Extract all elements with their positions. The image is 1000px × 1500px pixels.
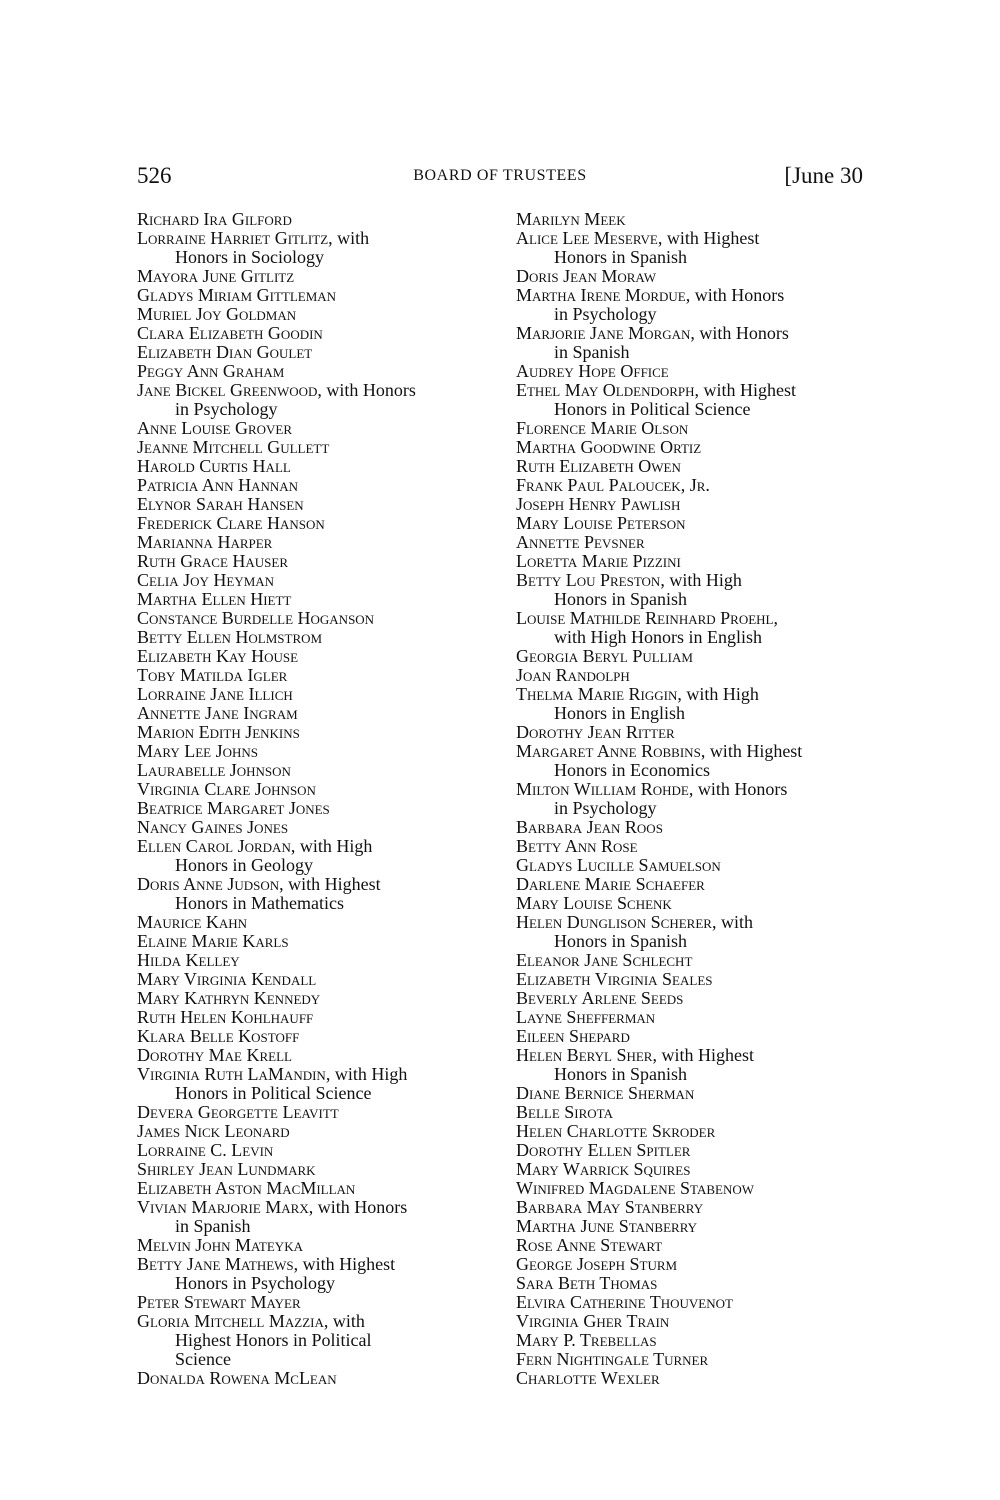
- graduate-entry: [137, 1046, 497, 1065]
- graduate-entry: [137, 571, 497, 590]
- graduate-entry: [137, 628, 497, 647]
- graduate-entry: [516, 1122, 876, 1141]
- graduate-name: George Joseph Sturm: [516, 1254, 678, 1274]
- graduate-name: Anne Louise Grover: [137, 418, 293, 438]
- graduate-entry: [137, 1008, 497, 1027]
- graduate-name: Donalda Rowena McLean: [137, 1368, 337, 1388]
- graduate-name: Lorraine Jane Illich: [137, 684, 293, 704]
- graduate-name: Rose Anne Stewart: [516, 1235, 663, 1255]
- graduate-entry: [137, 818, 497, 837]
- graduate-entry: [137, 761, 497, 780]
- graduate-name: Dorothy Mae Krell: [137, 1045, 292, 1065]
- graduate-entry: [516, 229, 876, 248]
- graduate-entry: [516, 913, 876, 932]
- graduate-entry: [137, 419, 497, 438]
- graduate-entry: [137, 1141, 497, 1160]
- graduate-name: Helen Dunglison Scherer: [516, 912, 712, 932]
- graduate-entry: [137, 1312, 497, 1331]
- graduate-entry: [516, 837, 876, 856]
- honors-continuation: Honors in Political Science: [175, 1083, 372, 1103]
- graduate-entry: [516, 780, 876, 799]
- graduate-name: Vivian Marjorie Marx: [137, 1197, 309, 1217]
- graduate-name: Betty Ann Rose: [516, 836, 638, 856]
- honors-continuation: Honors in Political Science: [554, 399, 751, 419]
- honors-text: , with: [711, 912, 753, 932]
- graduate-entry: [516, 1027, 876, 1046]
- graduate-entry: [137, 609, 497, 628]
- honors-text: ,: [773, 608, 778, 628]
- graduate-name: Darlene Marie Schaefer: [516, 874, 705, 894]
- graduate-name: Georgia Beryl Pulliam: [516, 646, 693, 666]
- graduate-name: Maurice Kahn: [137, 912, 248, 932]
- graduate-name: Jane Bickel Greenwood: [137, 380, 318, 400]
- honors-text: , with High: [677, 684, 759, 704]
- graduate-entry: [137, 1293, 497, 1312]
- honors-continuation: Honors in Spanish: [554, 589, 688, 609]
- graduate-name: Patricia Ann Hannan: [137, 475, 299, 495]
- honors-continuation: in Psychology: [554, 304, 657, 324]
- graduate-entry: [516, 666, 876, 685]
- graduate-name: Mary Louise Schenk: [516, 893, 672, 913]
- honors-text: , with Honors: [690, 323, 789, 343]
- graduate-name: Joseph Henry Pawlish: [516, 494, 681, 514]
- header-date: [June 30: [784, 163, 863, 188]
- graduate-name: Martha Irene Mordue: [516, 285, 686, 305]
- graduate-name: Louise Mathilde Reinhard Proehl: [516, 608, 774, 628]
- graduate-entry: [516, 1103, 876, 1122]
- graduate-name: Devera Georgette Leavitt: [137, 1102, 339, 1122]
- honors-continuation: Honors in Sociology: [175, 247, 325, 267]
- honors-text: , with Highest: [652, 1045, 754, 1065]
- honors-text: , with High: [325, 1064, 408, 1084]
- page-number: 526: [137, 163, 172, 188]
- graduate-entry: [516, 1198, 876, 1217]
- graduate-entry: [516, 1312, 876, 1331]
- graduate-entry: [137, 533, 497, 552]
- graduate-entry: [516, 970, 876, 989]
- graduate-entry: [516, 1236, 876, 1255]
- honors-continuation: Honors in Psychology: [175, 1273, 336, 1293]
- graduate-entry: [516, 951, 876, 970]
- graduate-name: Loretta Marie Pizzini: [516, 551, 681, 571]
- graduate-entry: [137, 343, 497, 362]
- graduate-name: Beverly Arlene Seeds: [516, 988, 684, 1008]
- honors-text: , with Honors: [308, 1197, 408, 1217]
- graduate-name: Mayora June Gitlitz: [137, 266, 295, 286]
- graduate-entry: [516, 267, 876, 286]
- graduate-entry: [516, 324, 876, 343]
- graduate-name: Peter Stewart Mayer: [137, 1292, 301, 1312]
- graduate-name: Marjorie Jane Morgan: [516, 323, 691, 343]
- honors-text: , with: [328, 228, 370, 248]
- honors-continuation: Honors in Spanish: [554, 931, 688, 951]
- graduate-name: Elynor Sarah Hansen: [137, 494, 304, 514]
- graduate-entry: [137, 267, 497, 286]
- graduate-name: Toby Matilda Igler: [137, 665, 288, 685]
- honors-continuation: in Psychology: [554, 798, 657, 818]
- graduate-entry: [516, 571, 876, 590]
- graduate-name: Eileen Shepard: [516, 1026, 630, 1046]
- graduate-entry: [516, 894, 876, 913]
- graduate-entry: [516, 552, 876, 571]
- graduate-name: Betty Jane Mathews: [137, 1254, 294, 1274]
- graduate-name: Celia Joy Heyman: [137, 570, 275, 590]
- graduate-entry: [137, 514, 497, 533]
- graduate-name: Hilda Kelley: [137, 950, 240, 970]
- graduate-name: Doris Anne Judson: [137, 874, 280, 894]
- graduate-name: Dorothy Jean Ritter: [516, 722, 675, 742]
- graduate-entry: [516, 856, 876, 875]
- graduate-entry: [516, 723, 876, 742]
- graduate-name: Richard Ira Gilford: [137, 209, 292, 229]
- graduate-name: Annette Jane Ingram: [137, 703, 298, 723]
- honors-text: , with Honors: [317, 380, 416, 400]
- graduate-name: Helen Beryl Sher: [516, 1045, 653, 1065]
- graduate-entry: [516, 362, 876, 381]
- graduate-entry: [137, 381, 497, 400]
- graduate-name: Martha June Stanberry: [516, 1216, 698, 1236]
- graduate-entry: [137, 970, 497, 989]
- graduate-name: Elaine Marie Karls: [137, 931, 289, 951]
- graduate-name: Virginia Clare Johnson: [137, 779, 316, 799]
- graduate-entry: [516, 685, 876, 704]
- graduate-name: Joan Randolph: [516, 665, 630, 685]
- graduate-name: Marilyn Meek: [516, 209, 626, 229]
- graduate-name: Milton William Rohde: [516, 779, 689, 799]
- honors-continuation: Honors in Spanish: [554, 1064, 688, 1084]
- graduate-name: Elizabeth Dian Goulet: [137, 342, 313, 362]
- graduate-entry: [137, 1103, 497, 1122]
- graduate-entry: [137, 476, 497, 495]
- graduate-name: Dorothy Ellen Spitler: [516, 1140, 691, 1160]
- graduate-entry: [516, 1217, 876, 1236]
- graduate-entry: [137, 1198, 497, 1217]
- honors-continuation: in Psychology: [175, 399, 278, 419]
- graduate-entry: [137, 1179, 497, 1198]
- graduate-name: Melvin John Mateyka: [137, 1235, 303, 1255]
- running-head: BOARD OF TRUSTEES: [413, 167, 587, 184]
- graduate-name: Marion Edith Jenkins: [137, 722, 300, 742]
- graduate-entry: [137, 704, 497, 723]
- graduate-name: Winifred Magdalene Stabenow: [516, 1178, 754, 1198]
- graduate-entry: [516, 1255, 876, 1274]
- honors-continuation: with High Honors in English: [554, 627, 763, 647]
- graduate-name: Peggy Ann Graham: [137, 361, 285, 381]
- graduate-entry: [137, 723, 497, 742]
- graduate-entry: [137, 780, 497, 799]
- graduate-entry: [137, 1027, 497, 1046]
- graduate-name: Martha Goodwine Ortiz: [516, 437, 702, 457]
- graduate-entry: [516, 1046, 876, 1065]
- graduate-entry: [137, 647, 497, 666]
- graduate-name: Ruth Grace Hauser: [137, 551, 289, 571]
- graduate-name: Alice Lee Meserve: [516, 228, 658, 248]
- graduate-entry: [137, 438, 497, 457]
- graduate-entry: [137, 1369, 497, 1388]
- graduate-entry: [516, 1369, 876, 1388]
- graduate-entry: [137, 305, 497, 324]
- graduate-name: Thelma Marie Riggin: [516, 684, 678, 704]
- graduate-entry: [137, 362, 497, 381]
- graduate-entry: [137, 799, 497, 818]
- honors-continuation: Honors in English: [554, 703, 686, 723]
- graduate-entry: [137, 875, 497, 894]
- graduate-entry: [516, 1293, 876, 1312]
- graduate-name: Ethel May Oldendorph: [516, 380, 695, 400]
- graduate-entry: [137, 1160, 497, 1179]
- left-name-column: [137, 210, 497, 1388]
- graduate-name: Charlotte Wexler: [516, 1368, 660, 1388]
- graduate-entry: [137, 1122, 497, 1141]
- graduate-entry: [516, 989, 876, 1008]
- graduate-entry: [516, 1331, 876, 1350]
- graduate-entry: [516, 514, 876, 533]
- graduate-entry: [137, 229, 497, 248]
- graduate-entry: [137, 837, 497, 856]
- honors-text: , with High: [290, 836, 373, 856]
- graduate-entry: [137, 932, 497, 951]
- graduate-entry: [137, 457, 497, 476]
- honors-text: , with Highest: [293, 1254, 396, 1274]
- graduate-entry: [516, 476, 876, 495]
- graduate-name: Elizabeth Kay House: [137, 646, 299, 666]
- honors-text: , with Highest: [657, 228, 760, 248]
- graduate-entry: [516, 742, 876, 761]
- honors-continuation: in Spanish: [554, 342, 630, 362]
- graduate-name: Layne Shefferman: [516, 1007, 656, 1027]
- graduate-entry: [516, 210, 876, 229]
- graduate-name: Gloria Mitchell Mazzia: [137, 1311, 324, 1331]
- graduate-name: Nancy Gaines Jones: [137, 817, 289, 837]
- honors-text: , with Highest: [694, 380, 797, 400]
- honors-continuation: in Spanish: [175, 1216, 251, 1236]
- graduate-name: Belle Sirota: [516, 1102, 613, 1122]
- graduate-name: Gladys Miriam Gittleman: [137, 285, 337, 305]
- graduate-entry: [516, 381, 876, 400]
- honors-text: , with Honors: [688, 779, 788, 799]
- graduate-name: Gladys Lucille Samuelson: [516, 855, 721, 875]
- honors-text: , with Highest: [700, 741, 803, 761]
- graduate-name: Mary Warrick Squires: [516, 1159, 691, 1179]
- graduate-name: Ruth Helen Kohlhauff: [137, 1007, 314, 1027]
- graduate-name: Audrey Hope Office: [516, 361, 669, 381]
- honors-continuation: Honors in Geology: [175, 855, 313, 875]
- graduate-entry: [137, 685, 497, 704]
- graduate-name: Beatrice Margaret Jones: [137, 798, 330, 818]
- graduate-name: Diane Bernice Sherman: [516, 1083, 695, 1103]
- graduate-name: Klara Belle Kostoff: [137, 1026, 300, 1046]
- honors-continuation: Highest Honors in Political: [175, 1330, 372, 1350]
- page-header: [137, 163, 863, 193]
- graduate-name: Doris Jean Moraw: [516, 266, 657, 286]
- honors-text: , with High: [660, 570, 742, 590]
- graduate-name: Clara Elizabeth Goodin: [137, 323, 323, 343]
- graduate-name: Fern Nightingale Turner: [516, 1349, 709, 1369]
- graduate-entry: [516, 1008, 876, 1027]
- graduate-entry: [137, 590, 497, 609]
- honors-continuation: Honors in Mathematics: [175, 893, 344, 913]
- graduate-name: Betty Ellen Holmstrom: [137, 627, 323, 647]
- graduate-entry: [516, 286, 876, 305]
- graduate-name: Martha Ellen Hiett: [137, 589, 292, 609]
- graduate-entry: [516, 1274, 876, 1293]
- graduate-name: Mary Virginia Kendall: [137, 969, 317, 989]
- graduate-name: Helen Charlotte Skroder: [516, 1121, 716, 1141]
- graduate-entry: [137, 552, 497, 571]
- graduate-name: Virginia Ruth LaMandin: [137, 1064, 326, 1084]
- graduate-entry: [137, 666, 497, 685]
- graduate-name: Florence Marie Olson: [516, 418, 689, 438]
- graduate-entry: [137, 742, 497, 761]
- graduate-name: James Nick Leonard: [137, 1121, 290, 1141]
- graduate-name: Annette Pevsner: [516, 532, 645, 552]
- graduate-entry: [516, 438, 876, 457]
- graduate-name: Mary Kathryn Kennedy: [137, 988, 321, 1008]
- graduate-entry: [137, 210, 497, 229]
- honors-text: , with Honors: [685, 285, 785, 305]
- graduate-entry: [137, 913, 497, 932]
- graduate-name: Jeanne Mitchell Gullett: [137, 437, 330, 457]
- graduate-entry: [516, 1179, 876, 1198]
- graduate-entry: [516, 533, 876, 552]
- graduate-entry: [137, 495, 497, 514]
- honors-continuation: Honors in Spanish: [554, 247, 688, 267]
- graduate-entry: [516, 1141, 876, 1160]
- graduate-entry: [137, 951, 497, 970]
- graduate-name: Laurabelle Johnson: [137, 760, 291, 780]
- graduate-name: Barbara May Stanberry: [516, 1197, 704, 1217]
- graduate-name: Margaret Anne Robbins: [516, 741, 701, 761]
- graduate-name: Ruth Elizabeth Owen: [516, 456, 681, 476]
- graduate-entry: [516, 609, 876, 628]
- graduate-entry: [516, 647, 876, 666]
- graduate-entry: [137, 286, 497, 305]
- graduate-name: Mary P. Trebellas: [516, 1330, 657, 1350]
- graduate-name: Ellen Carol Jordan: [137, 836, 291, 856]
- graduate-entry: [516, 457, 876, 476]
- graduate-name: Sara Beth Thomas: [516, 1273, 658, 1293]
- honors-text: , with Highest: [279, 874, 381, 894]
- right-name-column: [516, 210, 876, 1388]
- graduate-entry: [137, 1065, 497, 1084]
- graduate-name: Lorraine Harriet Gitlitz: [137, 228, 329, 248]
- graduate-name: Lorraine C. Levin: [137, 1140, 274, 1160]
- graduate-name: Elvira Catherine Thouvenot: [516, 1292, 733, 1312]
- graduate-entry: [516, 1084, 876, 1103]
- graduate-name: Elizabeth Aston MacMillan: [137, 1178, 356, 1198]
- graduate-name: Elizabeth Virginia Seales: [516, 969, 713, 989]
- honors-continuation: Science: [175, 1349, 231, 1369]
- graduate-name: Barbara Jean Roos: [516, 817, 663, 837]
- graduate-entry: [516, 419, 876, 438]
- graduate-name: Marianna Harper: [137, 532, 273, 552]
- graduate-entry: [516, 875, 876, 894]
- honors-continuation: Honors in Economics: [554, 760, 710, 780]
- graduate-entry: [516, 1160, 876, 1179]
- graduate-name: Shirley Jean Lundmark: [137, 1159, 316, 1179]
- graduate-name: Virginia Gher Train: [516, 1311, 670, 1331]
- graduate-entry: [516, 495, 876, 514]
- graduate-name: Harold Curtis Hall: [137, 456, 291, 476]
- graduate-name: Frederick Clare Hanson: [137, 513, 325, 533]
- graduate-name: Frank Paul Paloucek, Jr.: [516, 475, 710, 495]
- graduate-name: Constance Burdelle Hoganson: [137, 608, 375, 628]
- graduate-entry: [137, 1255, 497, 1274]
- graduate-entry: [516, 818, 876, 837]
- graduate-name: Mary Louise Peterson: [516, 513, 686, 533]
- graduate-entry: [516, 1350, 876, 1369]
- graduate-entry: [137, 989, 497, 1008]
- graduate-name: Mary Lee Johns: [137, 741, 259, 761]
- graduate-entry: [137, 1236, 497, 1255]
- honors-text: , with: [323, 1311, 365, 1331]
- graduate-name: Eleanor Jane Schlecht: [516, 950, 693, 970]
- graduate-entry: [137, 324, 497, 343]
- graduate-name: Betty Lou Preston: [516, 570, 661, 590]
- graduate-name: Muriel Joy Goldman: [137, 304, 297, 324]
